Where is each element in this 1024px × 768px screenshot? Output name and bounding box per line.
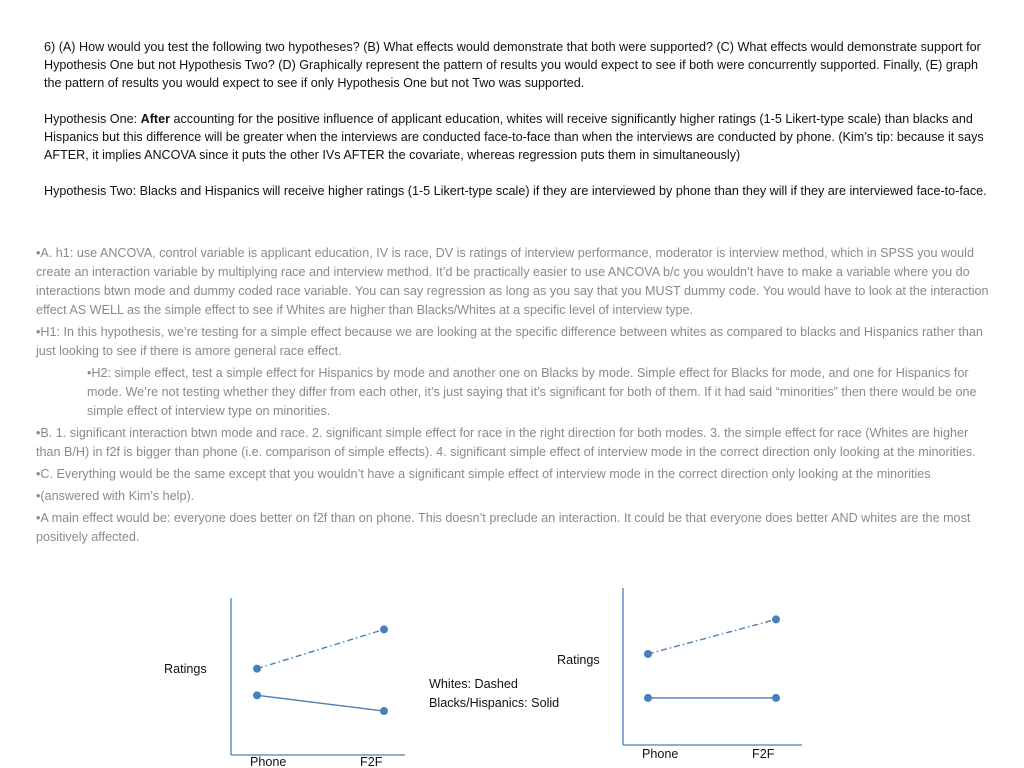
chart-both-supported [150, 590, 410, 768]
x-tick-phone: Phone [250, 755, 287, 768]
note-h2: •H2: simple effect, test a simple effect for Hispanics by mode and another one on Blacks by mode. Simple effect for Blacks for mode, and one for Hispanics for mode. We’re not testing whether they differ from each other, it’s just saying that it’s significant for both of them. If it had said “minorities” then there would be one simple effect of interview type on minorities. [87, 366, 977, 418]
point-whites-f2f [772, 615, 780, 623]
series-line-whites [648, 619, 776, 654]
point-whites-f2f [380, 625, 388, 633]
point-blacks-hispanics-phone [253, 691, 261, 699]
chart-h1-only [545, 580, 810, 766]
question-block [44, 38, 999, 218]
x-tick-f2f: F2F [752, 747, 775, 761]
chart-marks [253, 625, 388, 715]
hypothesis-one [44, 110, 999, 164]
note-a: •A. h1: use ANCOVA, control variable is applicant education, IV is race, DV is ratings of interview performance, moderator is interview method, which in SPSS you would create an interaction variable by multiplying race and interview method. It’d be practically easier to use ANCOVA b/c you wouldn’t have to make a variable where you do interactions btwn mode and dummy coded race variable. You can say regression as long as you say that you MUST dummy code. You would have to look at the interaction effect AS WELL as the simple effect to see if Whites are higher than Blacks/Whites at a specific level of interview type. [36, 246, 989, 317]
point-blacks-hispanics-f2f [380, 707, 388, 715]
y-axis-label: Ratings [164, 662, 207, 676]
point-blacks-hispanics-f2f [772, 694, 780, 702]
hypothesis-one-prefix: Hypothesis One: [44, 112, 141, 126]
hypothesis-one-bold: After [140, 112, 170, 126]
legend-whites: Whites: Dashed [429, 677, 518, 691]
point-whites-phone [253, 665, 261, 673]
note-kim: •(answered with Kim’s help). [36, 489, 195, 503]
answer-notes [36, 244, 996, 550]
chart-marks [644, 615, 780, 702]
note-h1: •H1: In this hypothesis, we’re testing for a simple effect because we are looking at the specific difference between whites as compared to blacks and Hispanics rather than just looking to see if there is amore general race effect. [36, 325, 983, 358]
hypothesis-two: Hypothesis Two: Blacks and Hispanics will receive higher ratings (1-5 Likert-type scale) if they are interviewed by phone than they will if they are interviewed face-to-face. [44, 184, 987, 198]
y-axis-label: Ratings [557, 653, 600, 667]
note-c: •C. Everything would be the same except that you wouldn’t have a significant simple effect of interview mode in the correct direction only looking at the minorities [36, 467, 931, 481]
series-line-whites [257, 629, 384, 668]
point-blacks-hispanics-phone [644, 694, 652, 702]
series-line-blacks-hispanics [257, 695, 384, 711]
question-intro: 6) (A) How would you test the following two hypotheses? (B) What effects would demonstrate that both were supported? (C) What effects would demonstrate support for Hypothesis One but not Hypothesis Two? (D) Graphically represent the pattern of results you would expect to see if both were concurrently supported. Finally, (E) graph the pattern of results you would expect to see if only Hypothesis One but not Two was supported. [44, 40, 981, 90]
x-tick-f2f: F2F [360, 755, 383, 768]
hypothesis-one-text: accounting for the positive influence of applicant education, whites will receive significantly higher ratings (1-5 Likert-type scale) than blacks and Hispanics but this difference will be greater when the interviews are conducted face-to-face than when the interviews are conducted by phone. (Kim’s tip: because it says AFTER, it implies ANCOVA since it puts the other IVs AFTER the covariate, whereas regression puts them in simultaneously) [44, 112, 984, 162]
legend-minorities: Blacks/Hispanics: Solid [429, 696, 560, 710]
note-main-effect: •A main effect would be: everyone does better on f2f than on phone. This doesn’t preclude an interaction. It could be that everyone does better AND whites are the most positively affected. [36, 511, 971, 544]
x-tick-phone: Phone [642, 747, 679, 761]
note-b: •B. 1. significant interaction btwn mode and race. 2. significant simple effect for race in the right direction for both modes. 3. the simple effect for race (Whites are higher than B/H) in f2f is bigger than phone (i.e. comparison of simple effects). 4. significant simple effect of interview mode in the correct direction only looking at the minorities. [36, 426, 976, 459]
point-whites-phone [644, 650, 652, 658]
